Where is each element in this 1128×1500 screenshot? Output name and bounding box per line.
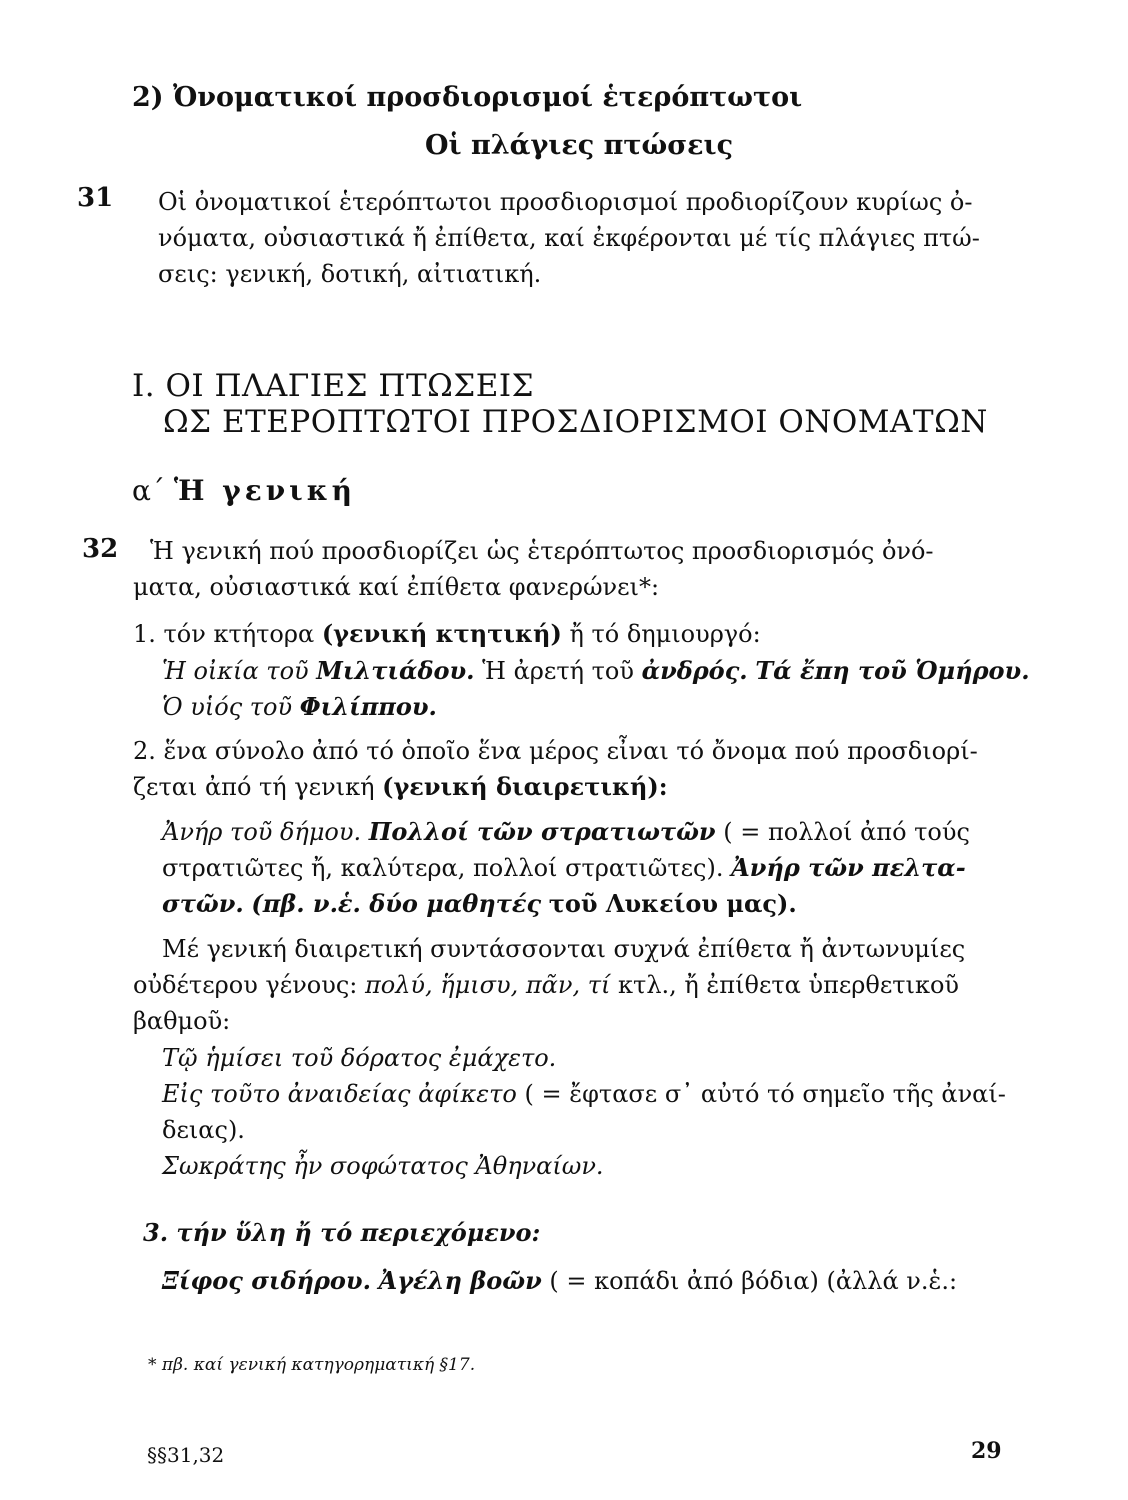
item-2-line2: ζεται ἀπό τή γενική (γενική διαιρετική): <box>133 772 668 801</box>
paragraph-number: 32 <box>82 534 119 564</box>
item-2-line1: 2. ἕνα σύνολο ἀπό τό ὁποῖο ἕνα μέρος εἶναι τό ὄνομα πού προσδιορί- <box>133 737 978 765</box>
item-3-title: 3. τήν ὕλη ἤ τό περιεχόμενο: <box>143 1218 541 1247</box>
paragraph-number: 31 <box>77 183 114 213</box>
item-2-example-line2: στρατιῶτες ἤ, καλύτερα, πολλοί στρατιῶτες). Ἀνήρ τῶν πελτα- <box>162 853 966 882</box>
note-line2: οὐδέτερου γένους: πολύ, ἥμισυ, πᾶν, τί κτλ., ἤ ἐπίθετα ὑπερθετικοῦ <box>133 971 960 999</box>
text-line: σεις: γενική, δοτική, αἰτιατική. <box>158 260 542 288</box>
para32-line1: Ἡ γενική πού προσδιορίζει ὡς ἑτερόπτωτος προσδιορισμός ὀνό- <box>150 537 934 565</box>
note-line1: Μέ γενική διαιρετική συντάσσονται συχνά ἐπίθετα ἤ ἀντωνυμίες <box>162 935 966 963</box>
item-3-example: Ξίφος σιδήρου. Ἀγέλη βοῶν ( = κοπάδι ἀπό βόδια) (ἀλλά ν.ἑ.: <box>162 1266 958 1295</box>
para32-line2: ματα, οὐσιαστικά καί ἐπίθετα φανερώνει*: <box>133 573 660 601</box>
note-example-1: Τῷ ἡμίσει τοῦ δόρατος ἐμάχετο. <box>162 1044 557 1072</box>
footnote: * πβ. καί γενική κατηγορηματική §17. <box>148 1355 476 1375</box>
page-number: 29 <box>971 1438 1002 1464</box>
footer-sections: §§31,32 <box>147 1443 225 1467</box>
paragraph-31 <box>158 184 998 292</box>
alpha-title: Ἡ γενική <box>173 474 357 507</box>
roman-heading-line2: ΩΣ ΕΤΕΡΟΠΤΩΤΟΙ ΠΡΟΣΔΙΟΡΙΣΜΟΙ ΟΝΟΜΑΤΩΝ <box>163 404 988 440</box>
text-line: Οἱ ὀνοματικοί ἑτερόπτωτοι προσδιορισμοί προδιορίζουν κυρίως ὀ- <box>158 188 973 216</box>
item-1-example-2: Ὁ υἱός τοῦ Φιλίππου. <box>162 692 437 721</box>
item-2-example-line1: Ἀνήρ τοῦ δήμου. Πολλοί τῶν στρατιωτῶν ( = πολλοί ἀπό τούς <box>162 817 970 846</box>
note-line3: βαθμοῦ: <box>133 1007 231 1035</box>
note-example-2-cont: δειας). <box>162 1116 245 1144</box>
item-1-example-1: Ἡ οἰκία τοῦ Μιλτιάδου. Ἡ ἀρετή τοῦ ἀνδρός. Τά ἔπη τοῦ Ὁμήρου. <box>162 656 1030 685</box>
roman-heading-line1: Ι. ΟΙ ΠΛΑΓΙΕΣ ΠΤΩΣΕΙΣ <box>132 368 535 404</box>
note-example-2: Εἰς τοῦτο ἀναιδείας ἀφίκετο ( = ἔφτασε σ᾽ αὐτό τό σημεῖο τῆς ἀναί- <box>162 1080 1006 1108</box>
text-line: νόματα, οὐσιαστικά ἤ ἐπίθετα, καί ἐκφέρονται μέ τίς πλάγιες πτώ- <box>158 224 980 252</box>
item-2-example-line3: στῶν. (πβ. ν.ἑ. δύο μαθητές τοῦ Λυκείου μας). <box>162 889 797 918</box>
note-example-3: Σωκράτης ἦν σοφώτατος Ἀθηναίων. <box>162 1152 604 1180</box>
alpha-heading <box>132 474 356 507</box>
item-1: 1. τόν κτήτορα (γενική κτητική) ἤ τό δημιουργό: <box>133 619 761 648</box>
section-heading: 2) Ὀνοματικοί προσδιορισμοί ἑτερόπτωτοι <box>132 82 803 113</box>
subheading: Οἱ πλάγιες πτώσεις <box>425 130 734 161</box>
alpha-prefix: α΄ <box>132 474 165 507</box>
